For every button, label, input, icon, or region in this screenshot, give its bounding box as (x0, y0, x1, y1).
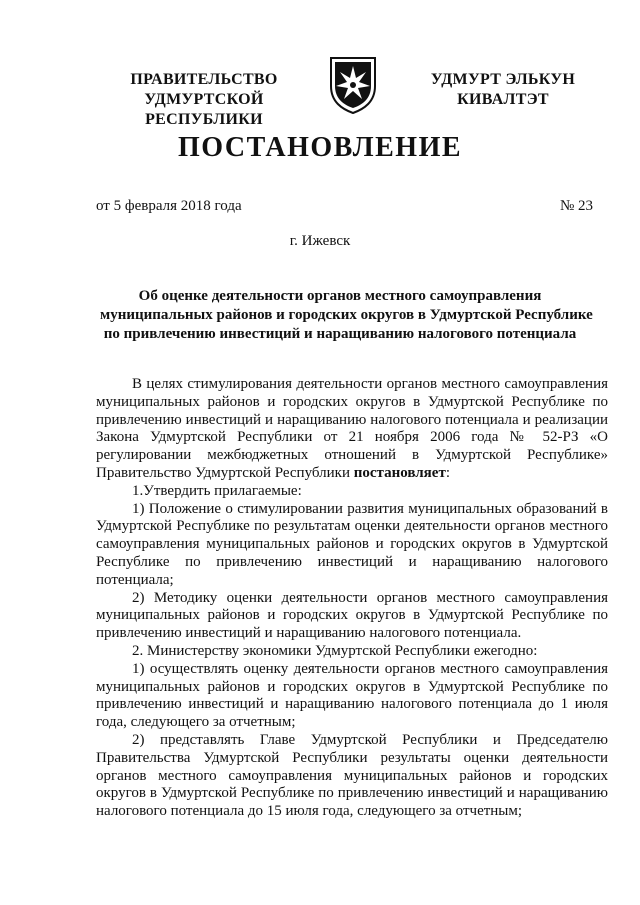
item-paragraph: 1.Утвердить прилагаемые: (132, 482, 302, 499)
item-paragraph: 1) Положение о стимулировании развития муниципальных образований в Удмуртской Республике по результатам оценки деятельности органов местного самоуправления муниципальных районов и городских округов в Удмуртской Республике по привлечению инвестиций и наращиванию налогового потенциала; (96, 500, 608, 588)
issuer-udmurt-line-2: КИВАЛТЭТ (457, 91, 549, 108)
item-paragraph: 2) Методику оценки деятельности органов местного самоуправления муниципальных районов и городских округов в Удмуртской Республике по привлечению инвестиций и наращиванию налогового потенциала. (96, 589, 608, 642)
udmurtia-coat-of-arms-icon (328, 56, 378, 114)
document-subject (100, 287, 593, 344)
preamble-paragraph (96, 376, 608, 483)
item-paragraph: 1) осуществлять оценку деятельности органов местного самоуправления муниципальных районов и городских округов в Удмуртской Республике по привлечению инвестиций и наращиванию налогового потенциала до 1 июля года, следующего за отчетным; (96, 660, 608, 731)
document-city: г. Ижевск (289, 233, 351, 249)
document-date: от 5 февраля 2018 года (96, 198, 242, 214)
subject-line: по привлечению инвестиций и наращиванию налогового потенциала (103, 326, 577, 342)
issuer-udmurt-line-1: УДМУРТ ЭЛЬКУН (430, 71, 576, 88)
document-number: № 23 (560, 198, 594, 214)
issuer-name-russian (86, 70, 322, 130)
item-paragraph: 2) представлять Главе Удмуртской Республики и Председателю Правительства Удмуртской Республики результаты оценки деятельности органов местного самоуправления муниципальных районов и городских округов в Удмуртской Республике по привлечению инвестиций и наращиванию налогового потенциала до 15 июля года, следующего за отчетным; (96, 731, 608, 820)
subject-line: Об оценке деятельности органов местного самоуправления (138, 288, 542, 304)
preamble-colon: : (445, 464, 450, 481)
preamble-decision-word: постановляет (353, 464, 446, 481)
issuer-line-1: ПРАВИТЕЛЬСТВО (130, 71, 278, 88)
document-body (96, 376, 608, 821)
issuer-line-2: УДМУРТСКОЙ РЕСПУБЛИКИ (144, 91, 264, 128)
subject-line: муниципальных районов и городских округов в Удмуртской Республике (100, 307, 593, 323)
item-paragraph: 2. Министерству экономики Удмуртской Республики ежегодно: (132, 642, 538, 659)
issuer-name-udmurt (418, 70, 588, 110)
preamble-text: В целях стимулирования деятельности органов местного самоуправления муниципальных районов и городских округов в Удмуртской Республике по привлечению инвестиций и наращиванию налогового потенциала и реализации Закона Удмуртской Республики от 21 ноября 2006 года № 52-РЗ «О регулировании межбюджетных отношений в Удмуртской Республике» Правительство Удмуртской Республики (96, 376, 608, 481)
document-title: ПОСТАНОВЛЕНИЕ (177, 132, 463, 163)
